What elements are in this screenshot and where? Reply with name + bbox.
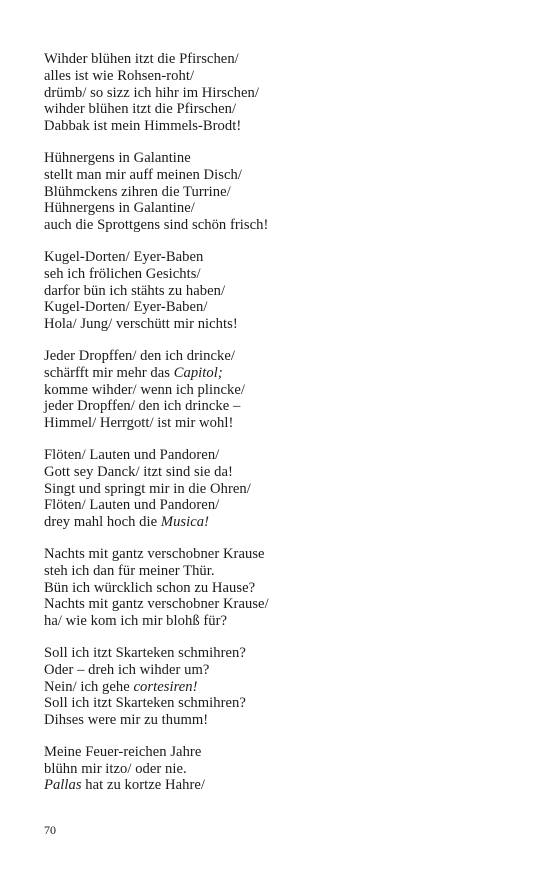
verse-line (44, 184, 514, 201)
verse-italic-segment: Pallas (44, 777, 82, 794)
verse-segment: Dihses were mir zu thumm! (44, 712, 209, 729)
verse-segment: hat zu kortze Hahre/ (81, 777, 206, 794)
verse-line (44, 777, 514, 794)
stanza (44, 249, 514, 333)
verse-segment: drey mahl hoch die (44, 514, 161, 531)
verse-line (44, 299, 514, 316)
stanza (44, 447, 514, 531)
verse-segment: Kugel-Dorten/ Eyer-Baben/ (44, 299, 208, 316)
verse-segment: Hühnergens in Galantine/ (44, 200, 195, 217)
stanza (44, 150, 514, 234)
verse-segment: Hola/ Jung/ verschütt mir nichts! (44, 316, 238, 333)
verse-segment: Meine Feuer-reichen Jahre (44, 743, 202, 760)
verse-line (44, 580, 514, 597)
verse-line (44, 447, 514, 464)
verse-line (44, 613, 514, 630)
verse-segment: Flöten/ Lauten und Pandoren/ (44, 497, 220, 514)
verse-segment: stellt man mir auff meinen Disch/ (44, 166, 242, 183)
verse-line (44, 68, 514, 85)
verse-segment: drümb/ so sizz ich hihr im Hirschen/ (44, 84, 259, 101)
verse-italic-segment: Musica! (160, 514, 210, 531)
verse-segment: Soll ich itzt Skarteken schmihren? (44, 695, 246, 712)
stanza (44, 744, 514, 794)
verse-line (44, 51, 514, 68)
stanza (44, 348, 514, 432)
verse-line (44, 514, 514, 531)
verse-segment: Flöten/ Lauten und Pandoren/ (44, 446, 220, 463)
verse-line (44, 316, 514, 333)
verse-line (44, 365, 514, 382)
verse-line (44, 150, 514, 167)
verse-line (44, 382, 514, 399)
stanza (44, 51, 514, 135)
verse-line (44, 596, 514, 613)
verse-line (44, 249, 514, 266)
verse-line (44, 118, 514, 135)
verse-italic-segment: Capitol; (173, 364, 223, 381)
verse-segment: Nein/ ich gehe (44, 678, 134, 695)
verse-line (44, 283, 514, 300)
verse-line (44, 679, 514, 696)
verse-line (44, 645, 514, 662)
verse-segment: Blühmckens zihren die Turrine/ (44, 183, 231, 200)
verse-line (44, 167, 514, 184)
verse-line (44, 563, 514, 580)
verse-segment: Himmel/ Herrgott/ ist mir wohl! (44, 415, 234, 432)
verse-segment: Singt und springt mir in die Ohren/ (44, 480, 251, 497)
verse-segment: Bün ich würcklich schon zu Hause? (44, 579, 256, 596)
verse-line (44, 348, 514, 365)
verse-segment: Nachts mit gantz verschobner Krause/ (44, 596, 269, 613)
verse-segment: Gott sey Danck/ itzt sind sie da! (44, 463, 233, 480)
verse-segment: jeder Dropffen/ den ich drincke – (44, 398, 241, 415)
verse-segment: Oder – dreh ich wihder um? (44, 661, 210, 678)
poem-body (44, 51, 514, 809)
verse-line (44, 662, 514, 679)
verse-line (44, 761, 514, 778)
verse-line (44, 101, 514, 118)
verse-segment: seh ich frölichen Gesichts/ (44, 265, 201, 282)
verse-segment: Kugel-Dorten/ Eyer-Baben (44, 248, 204, 265)
verse-segment: Dabbak ist mein Himmels-Brodt! (44, 118, 242, 135)
stanza (44, 645, 514, 729)
verse-line (44, 546, 514, 563)
verse-line (44, 744, 514, 761)
verse-line (44, 497, 514, 514)
verse-line (44, 266, 514, 283)
verse-segment: auch die Sprottgens sind schön frisch! (44, 217, 269, 234)
verse-segment: steh ich dan für meiner Thür. (44, 562, 215, 579)
verse-line (44, 695, 514, 712)
verse-segment: komme wihder/ wenn ich plincke/ (44, 381, 245, 398)
verse-segment: wihder blühen itzt die Pfirschen/ (44, 101, 237, 118)
verse-line (44, 398, 514, 415)
verse-line (44, 415, 514, 432)
verse-segment: Soll ich itzt Skarteken schmihren? (44, 644, 246, 661)
verse-segment: Hühnergens in Galantine (44, 149, 191, 166)
verse-line (44, 712, 514, 729)
verse-line (44, 85, 514, 102)
verse-segment: blühn mir itzo/ oder nie. (44, 760, 187, 777)
verse-segment: Wihder blühen itzt die Pfirschen/ (44, 51, 239, 67)
verse-line (44, 481, 514, 498)
verse-segment: alles ist wie Rohsen-roht/ (44, 67, 195, 84)
verse-line (44, 200, 514, 217)
verse-line (44, 464, 514, 481)
verse-segment: darfor bün ich stähts zu haben/ (44, 282, 226, 299)
verse-segment: ha/ wie kom ich mir blohß für? (44, 613, 228, 630)
verse-line (44, 217, 514, 234)
verse-segment: Jeder Dropffen/ den ich drincke/ (44, 347, 235, 364)
stanza (44, 546, 514, 630)
verse-segment: Nachts mit gantz verschobner Krause (44, 545, 265, 562)
verse-italic-segment: cortesiren! (133, 678, 198, 695)
verse-segment: schärfft mir mehr das (44, 364, 174, 381)
page-number: 70 (44, 823, 56, 837)
